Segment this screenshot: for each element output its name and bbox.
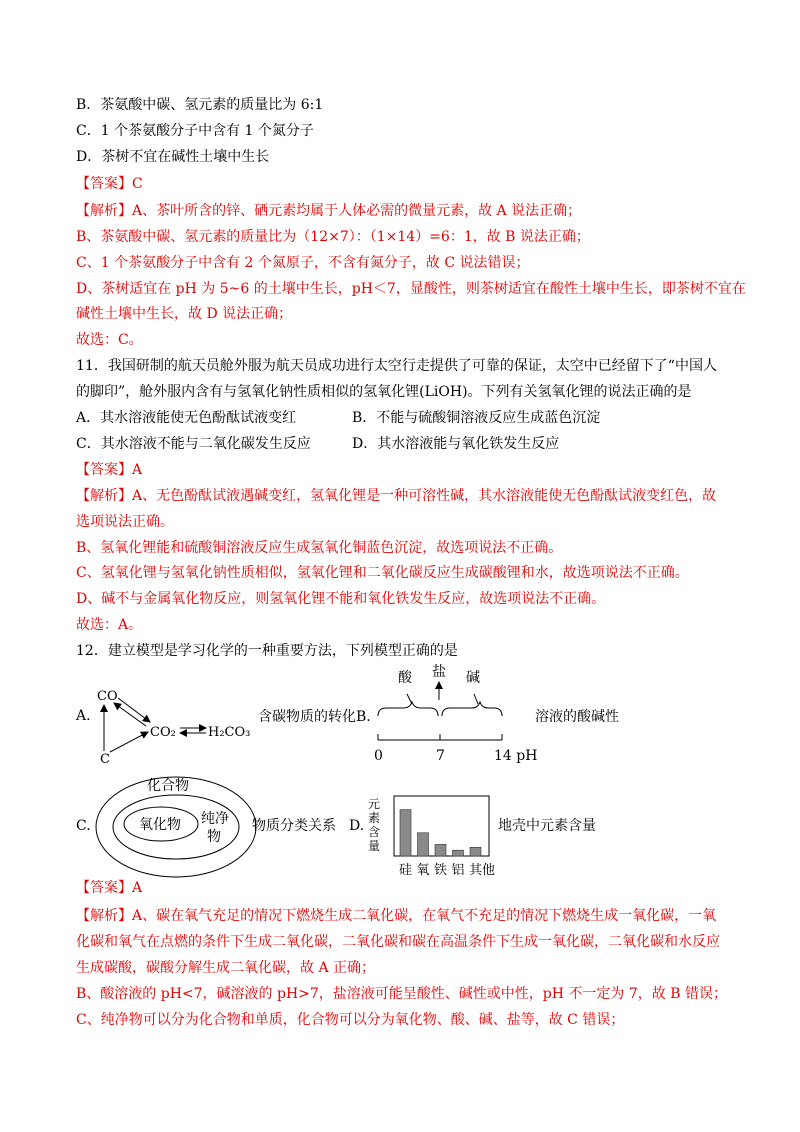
fig-b-label: B. (356, 709, 371, 725)
crust-element-chart (368, 796, 495, 878)
q11-option-b: B．不能与硫酸铜溶液反应生成蓝色沉淀 (352, 410, 601, 426)
chart-ylabel-char: 元 (368, 797, 381, 811)
q12-explanation-line: 化碳和氧气在点燃的条件下生成二氧化碳，二氧化碳和碳在高温条件下生成一氧化碳，二氧化碳和水反应 (76, 934, 720, 950)
oxide-label: 氧化物 (139, 817, 181, 833)
q11-explanation-line: 选项说法正确。 (76, 514, 174, 530)
ph-tick-label-7: 7 (436, 748, 445, 764)
fig-d-label: D. (349, 818, 365, 834)
acid-brace (378, 702, 438, 716)
q11-stem-line: 11．我国研制的航天员舱外服为航天员成功进行太空行走提供了可靠的保证，太空中已经留下了“中国人 (76, 358, 717, 374)
bar-1 (418, 833, 429, 856)
fig-a-label: A. (76, 708, 91, 724)
arrow-c-to-co2 (110, 732, 148, 752)
base-label: 碱 (466, 670, 480, 686)
x-tick-label: 氧 (416, 863, 430, 878)
fig-b-caption: 溶液的酸碱性 (535, 709, 619, 725)
x-tick-label: 铝 (451, 863, 465, 878)
pure-substance-label-1: 纯净 (201, 811, 229, 827)
q10-option-d: D．茶树不宜在碱性土壤中生长 (76, 149, 270, 165)
fig-a-caption: 含碳物质的转化 (258, 709, 356, 725)
c-node: C (100, 752, 110, 767)
chart-ylabel-char: 素 (368, 811, 381, 825)
x-tick-label: 硅 (399, 863, 413, 878)
chart-ylabel-char: 量 (368, 839, 381, 853)
salt-label: 盐 (432, 664, 446, 680)
q11-option-d: D．其水溶液能与氧化铁发生反应 (352, 436, 560, 452)
q10-explanation-line: B、茶氨酸中碳、氢元素的质量比为（12×7）：（1×14）=6：1，故 B 说法正确； (76, 229, 590, 245)
chart-bars (400, 810, 481, 856)
q10-explanation-line: C、1 个茶氨酸分子中含有 2 个氮原子，不含有氮分子，故 C 说法错误； (76, 255, 530, 271)
q10-answer: 【答案】C (76, 176, 143, 192)
x-tick-label: 其他 (469, 863, 496, 878)
acid-label: 酸 (398, 670, 412, 686)
q12-stem: 12．建立模型是学习化学的一种重要方法，下列模型正确的是 (76, 643, 458, 659)
bar-3 (453, 850, 464, 856)
q10-explanation-line: D、茶树适宜在 pH 为 5~6 的土壤中生长，pH＜7，显酸性，则茶树适宜在酸性土壤中生长，即茶树不宜在 (76, 281, 746, 297)
ph-tick-label-14: 14 pH (494, 748, 538, 764)
q11-explanation-line: C、氢氧化锂与氢氧化钠性质相似，氢氧化锂和二氧化碳反应生成碳酸锂和水，故选项说法不正确。 (76, 565, 689, 581)
bar-4 (470, 847, 481, 856)
q10-option-b: B．茶氨酸中碳、氢元素的质量比为 6:1 (76, 97, 324, 113)
q11-explanation-line: 【解析】A、无色酚酞试液遇碱变红，氢氧化锂是一种可溶性碱，其水溶液能使无色酚酞试液变红色，故 (76, 488, 717, 504)
ph-tick-label-0: 0 (374, 748, 383, 764)
q11-option-c: C．其水溶液不能与二氧化碳发生反应 (76, 436, 311, 452)
q11-option-a: A．其水溶液能使无色酚酞试液变红 (76, 410, 297, 426)
base-brace (442, 702, 502, 716)
base-pointer (474, 694, 478, 704)
q12-explanation-line: C、纯净物可以分为化合物和单质，化合物可以分为氧化物、酸、碱、盐等，故 C 错误； (76, 1012, 625, 1028)
fig-c-label: C. (76, 818, 91, 834)
h2co3-node: H₂CO₃ (208, 725, 251, 740)
q12-figures (0, 660, 800, 890)
co2-node: CO₂ (150, 725, 176, 740)
bar-0 (400, 810, 411, 856)
bar-2 (435, 844, 446, 856)
pure-substance-label-2: 物 (207, 829, 221, 845)
q10-explanation-line: 【解析】A、茶叶所含的锌、硒元素均属于人体必需的微量元素，故 A 说法正确； (76, 203, 582, 219)
q10-option-c: C．1 个茶氨酸分子中含有 1 个氮分子 (76, 123, 314, 139)
acid-pointer (407, 694, 412, 704)
q11-explanation-line: B、氢氧化锂能和硫酸铜溶液反应生成氢氧化铜蓝色沉淀，故选项说法不正确。 (76, 540, 563, 556)
q10-explanation-line: 碱性土壤中生长，故 D 说法正确； (76, 306, 293, 322)
q12-answer: 【答案】A (76, 880, 143, 896)
x-tick-label: 铁 (434, 863, 448, 878)
q11-choice: 故选：A。 (76, 617, 143, 633)
compound-label: 化合物 (147, 778, 189, 794)
q12-explanation-line: B、酸溶液的 pH<7，碱溶液的 pH>7，盐溶液可能呈酸性、碱性或中性，pH 不一定为 7，故 B 错误； (76, 986, 727, 1002)
classification-diagram (96, 777, 256, 877)
chart-x-labels (399, 862, 495, 878)
q10-choice: 故选：C。 (76, 332, 143, 348)
fig-d-caption: 地壳中元素含量 (498, 818, 596, 834)
chart-ylabel-char: 含 (368, 825, 381, 839)
q12-explanation-line: 生成碳酸，碳酸分解生成二氧化碳，故 A 正确； (76, 960, 376, 976)
fig-c-caption: 物质分类关系 (252, 818, 336, 834)
q11-answer: 【答案】A (76, 462, 143, 478)
q11-explanation-line: D、碱不与金属氧化物反应，则氢氧化锂不能和氧化铁发生反应，故选项说法不正确。 (76, 591, 606, 607)
co-node: CO (97, 689, 118, 704)
ph-scale-diagram (374, 663, 537, 764)
q12-explanation-line: 【解析】A、碳在氧气充足的情况下燃烧生成二氧化碳，在氧气不充足的情况下燃烧生成一氧化碳，一氧 (76, 908, 717, 924)
q11-stem-line: 的脚印”，舱外服内含有与氢氧化钠性质相似的氢氧化锂(LiOH)。下列有关氢氧化锂的说法正确的是 (76, 384, 692, 400)
carbon-conversion-diagram (97, 689, 250, 767)
arrow-co-to-co2 (118, 698, 150, 722)
